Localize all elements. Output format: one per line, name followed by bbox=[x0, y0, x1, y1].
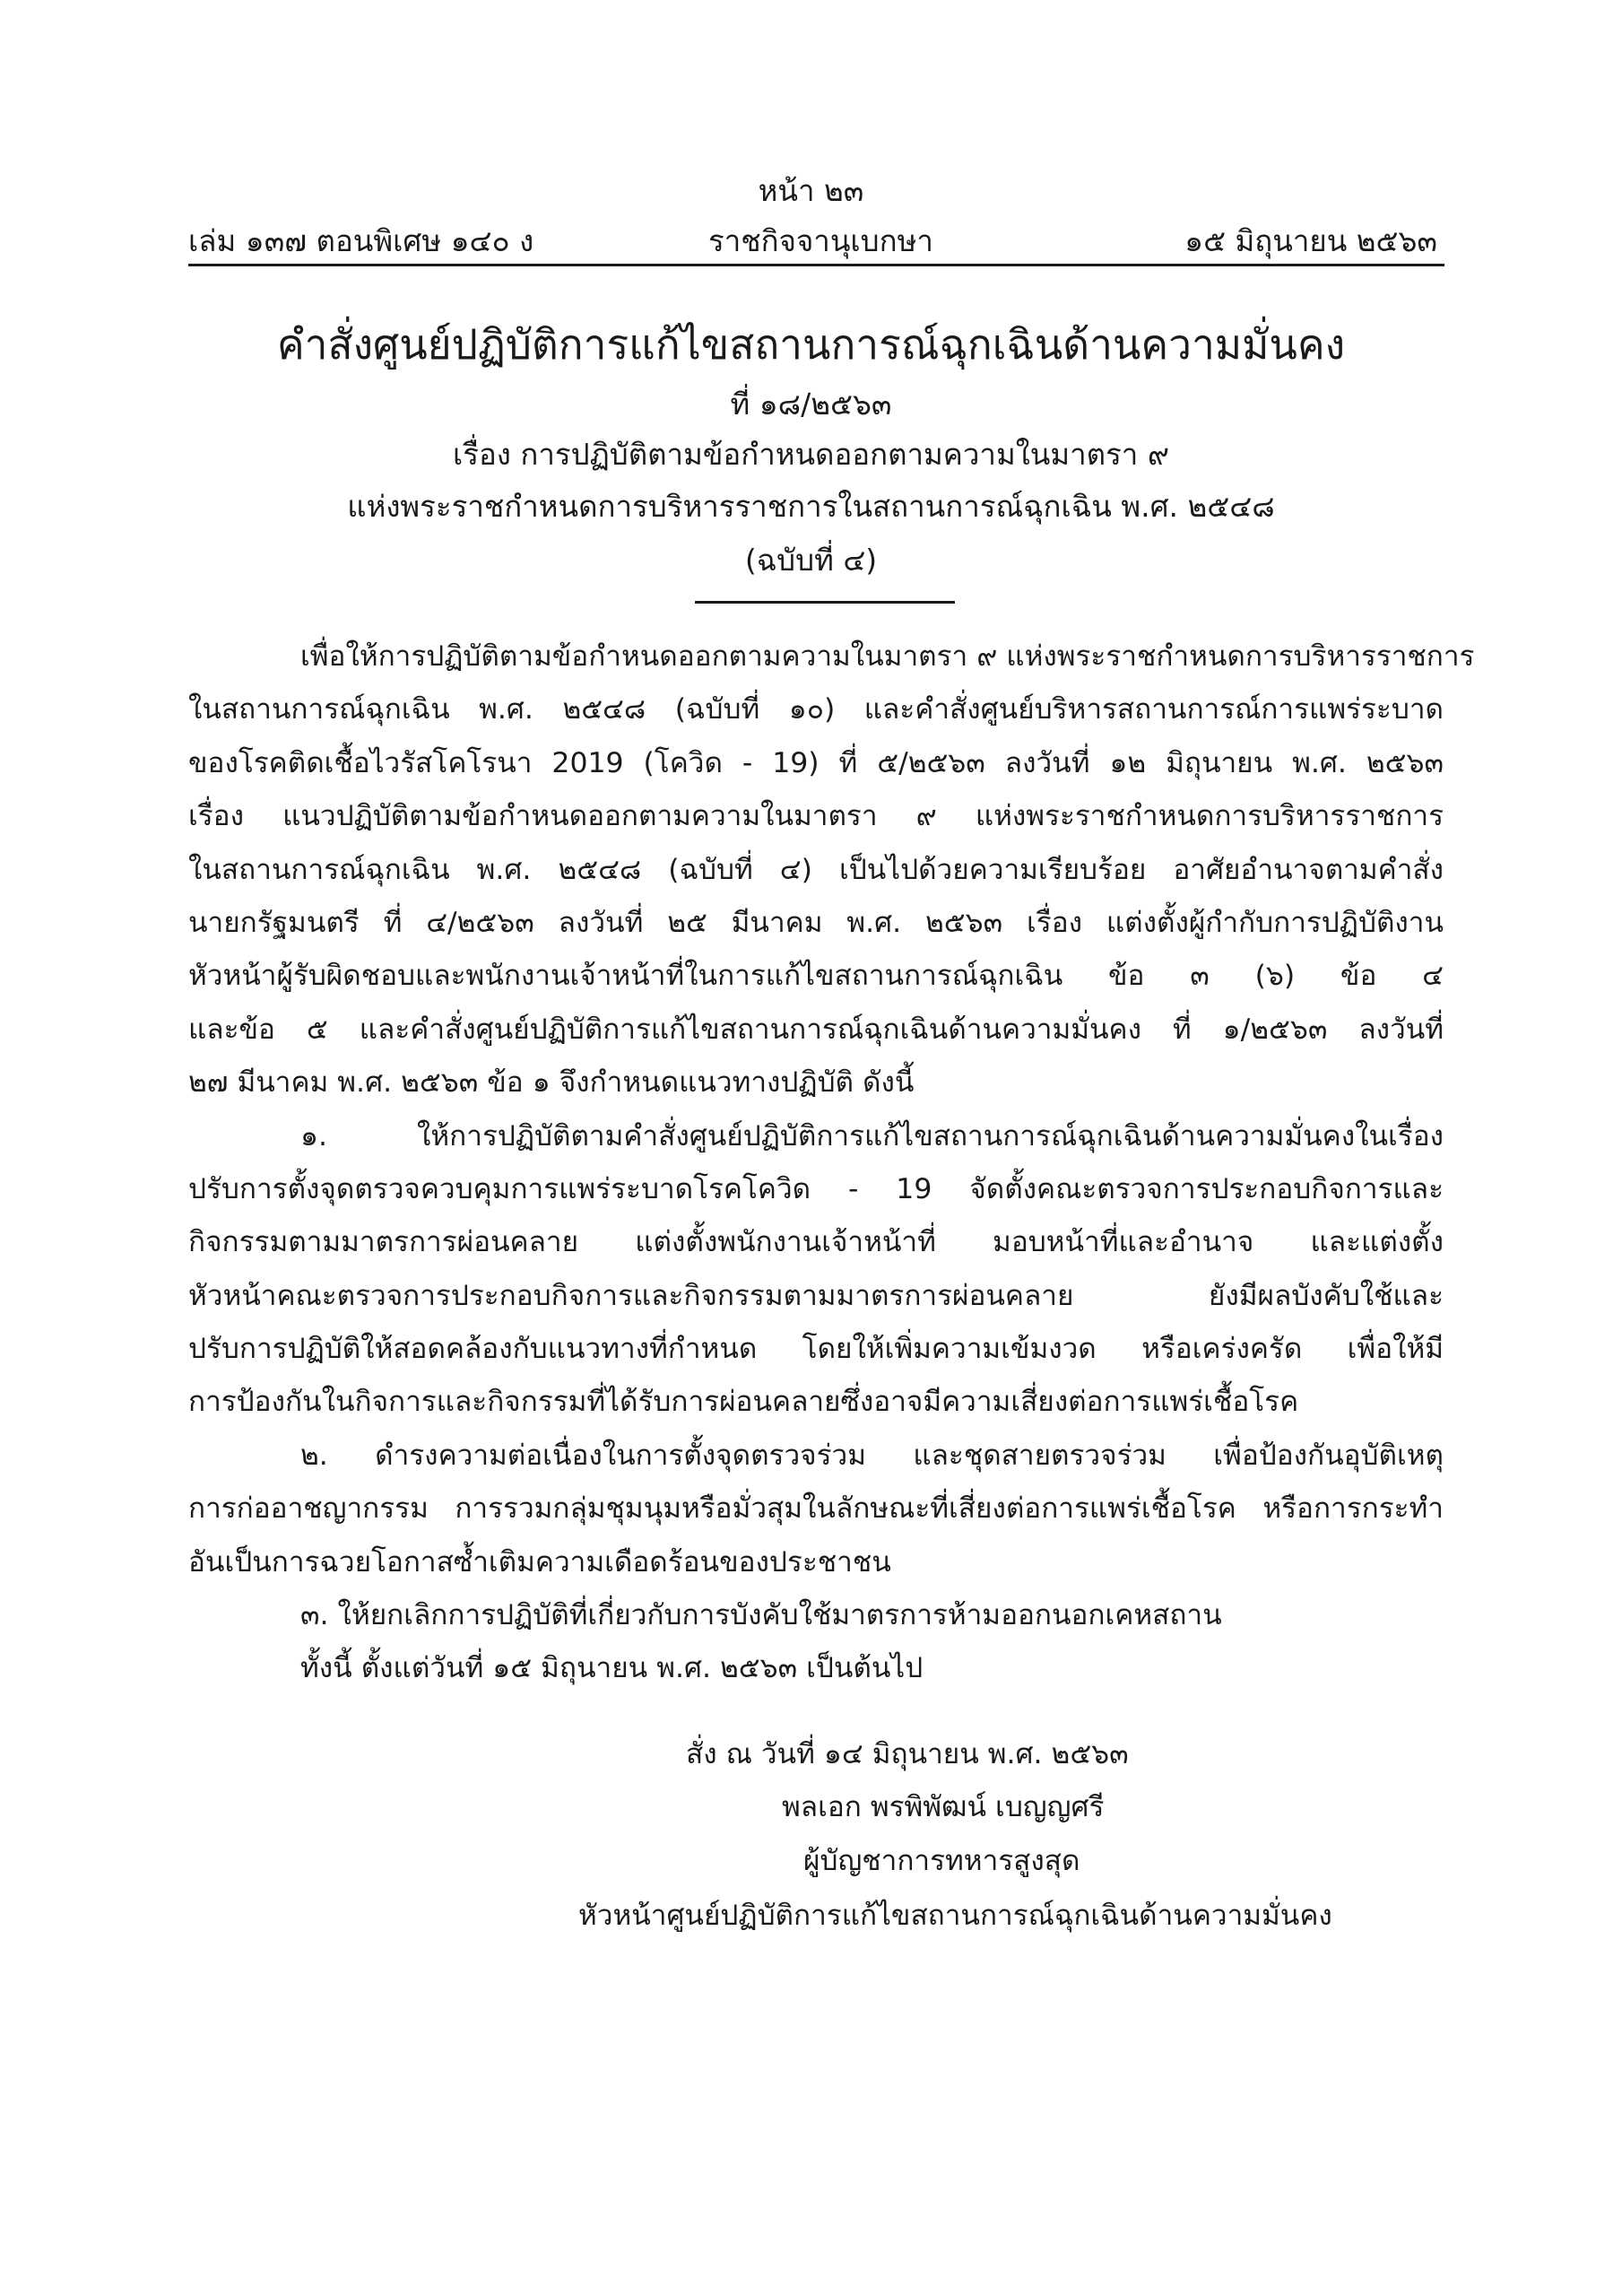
gazette-name: ราชกิจจานุเบกษา bbox=[708, 223, 933, 258]
body-line: ปรับการปฏิบัติให้สอดคล้องกับแนวทางที่กำหนด โดยให้เพิ่มความเข้มงวด หรือเคร่งครัด เพื่อให้มี bbox=[188, 1333, 1444, 1366]
body-line: ทั้งนี้ ตั้งแต่วันที่ ๑๕ มิถุนายน พ.ศ. ๒๕๖๓ เป็นต้นไป bbox=[300, 1652, 924, 1685]
body-line: ปรับการตั้งจุดตรวจควบคุมการแพร่ระบาดโรคโควิด - 19 จัดตั้งคณะตรวจการประกอบกิจการและ bbox=[188, 1172, 1444, 1205]
signature-date: สั่ง ณ วันที่ ๑๔ มิถุนายน พ.ศ. ๒๕๖๓ bbox=[686, 1738, 1129, 1770]
title-divider bbox=[695, 601, 955, 604]
document-title: คำสั่งศูนย์ปฏิบัติการแก้ไขสถานการณ์ฉุกเฉินด้านความมั่นคง bbox=[276, 320, 1346, 369]
page-number: หน้า ๒๓ bbox=[758, 173, 864, 208]
body-line: อันเป็นการฉวยโอกาสซ้ำเติมความเดือดร้อนของประชาชน bbox=[188, 1545, 891, 1578]
body-line: นายกรัฐมนตรี ที่ ๔/๒๕๖๓ ลงวันที่ ๒๕ มีนาคม พ.ศ. ๒๕๖๓ เรื่อง แต่งตั้งผู้กำกับการปฏิบัติงาน bbox=[188, 906, 1444, 939]
volume-issue: เล่ม ๑๓๗ ตอนพิเศษ ๑๔๐ ง bbox=[188, 223, 534, 258]
body-line: กิจกรรมตามมาตรการผ่อนคลาย แต่งตั้งพนักงานเจ้าหน้าที่ มอบหน้าที่และอำนาจ และแต่งตั้ง bbox=[188, 1226, 1444, 1259]
gazette-date: ๑๕ มิถุนายน ๒๕๖๓ bbox=[1184, 223, 1437, 258]
body-line: ในสถานการณ์ฉุกเฉิน พ.ศ. ๒๕๔๘ (ฉบับที่ ๔) เป็นไปด้วยความเรียบร้อย อาศัยอำนาจตามคำสั่ง bbox=[188, 853, 1444, 886]
body-line: การป้องกันในกิจการและกิจกรรมที่ได้รับการผ่อนคลายซึ่งอาจมีความเสี่ยงต่อการแพร่เชื้อโรค bbox=[188, 1386, 1299, 1419]
body-line: ๒. ดำรงความต่อเนื่องในการตั้งจุดตรวจร่วม และชุดสายตรวจร่วม เพื่อป้องกันอุบัติเหตุ bbox=[300, 1439, 1444, 1472]
order-number: ที่ ๑๘/๒๕๖๓ bbox=[730, 387, 892, 422]
body-line: ๒๗ มีนาคม พ.ศ. ๒๕๖๓ ข้อ ๑ จึงกำหนดแนวทางปฏิบัติ ดังนี้ bbox=[188, 1066, 915, 1100]
subject-line-1: เรื่อง การปฏิบัติตามข้อกำหนดออกตามความในมาตรา ๙ bbox=[452, 437, 1169, 472]
signatory-title: ผู้บัญชาการทหารสูงสุด bbox=[803, 1845, 1080, 1877]
body-line: เพื่อให้การปฏิบัติตามข้อกำหนดออกตามความในมาตรา ๙ แห่งพระราชกำหนดการบริหารราชการ bbox=[300, 640, 1475, 673]
body-line: ของโรคติดเชื้อไวรัสโคโรนา 2019 (โควิด - 19) ที่ ๕/๒๕๖๓ ลงวันที่ ๑๒ มิถุนายน พ.ศ. ๒๕๖๓ bbox=[188, 746, 1444, 779]
body-line: และข้อ ๕ และคำสั่งศูนย์ปฏิบัติการแก้ไขสถานการณ์ฉุกเฉินด้านความมั่นคง ที่ ๑/๒๕๖๓ ลงวันที่ bbox=[188, 1013, 1444, 1046]
header-divider bbox=[188, 264, 1444, 266]
body-line: ๓. ให้ยกเลิกการปฏิบัติที่เกี่ยวกับการบังคับใช้มาตรการห้ามออกนอกเคหสถาน bbox=[300, 1599, 1222, 1632]
signatory-position: หัวหน้าศูนย์ปฏิบัติการแก้ไขสถานการณ์ฉุกเฉินด้านความมั่นคง bbox=[578, 1900, 1332, 1932]
body-line: หัวหน้าผู้รับผิดชอบและพนักงานเจ้าหน้าที่ในการแก้ไขสถานการณ์ฉุกเฉิน ข้อ ๓ (๖) ข้อ ๔ bbox=[188, 960, 1444, 993]
body-line: หัวหน้าคณะตรวจการประกอบกิจการและกิจกรรมตามมาตรการผ่อนคลาย ยังมีผลบังคับใช้และ bbox=[188, 1279, 1444, 1312]
body-line: การก่ออาชญากรรม การรวมกลุ่มชุมนุมหรือมั่วสุมในลักษณะที่เสี่ยงต่อการแพร่เชื้อโรค หรือการกระทำ bbox=[188, 1492, 1444, 1526]
body-line: ในสถานการณ์ฉุกเฉิน พ.ศ. ๒๕๔๘ (ฉบับที่ ๑๐) และคำสั่งศูนย์บริหารสถานการณ์การแพร่ระบาด bbox=[188, 693, 1444, 726]
subject-line-2: แห่งพระราชกำหนดการบริหารราชการในสถานการณ์ฉุกเฉิน พ.ศ. ๒๕๔๘ bbox=[347, 489, 1275, 524]
edition-number: (ฉบับที่ ๔) bbox=[744, 543, 878, 578]
body-line: เรื่อง แนวปฏิบัติตามข้อกำหนดออกตามความในมาตรา ๙ แห่งพระราชกำหนดการบริหารราชการ bbox=[188, 800, 1444, 833]
body-line: ๑. ให้การปฏิบัติตามคำสั่งศูนย์ปฏิบัติการแก้ไขสถานการณ์ฉุกเฉินด้านความมั่นคงในเรื่อง bbox=[300, 1119, 1444, 1152]
document-body bbox=[188, 631, 1475, 1696]
signatory-name: พลเอก พรพิพัฒน์ เบญญศรี bbox=[782, 1791, 1105, 1823]
